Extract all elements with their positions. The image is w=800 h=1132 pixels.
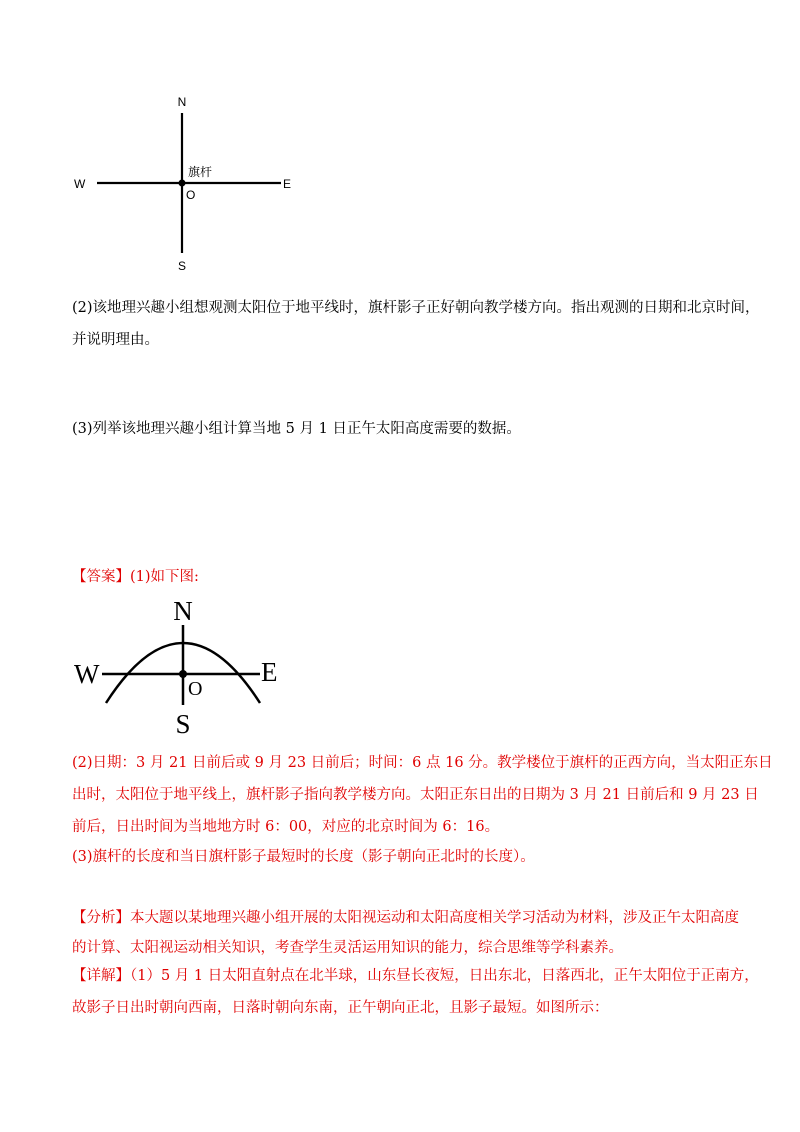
answer-2-line-3: 前后，日出时间为当地地方时 6：00，对应的北京时间为 6：16。	[72, 819, 500, 835]
detail-tag: 【详解】	[72, 968, 130, 984]
analysis-tag: 【分析】	[72, 910, 130, 926]
detail-line-1	[72, 966, 759, 986]
compass-figure-2	[70, 595, 300, 745]
detail-line-2: 故影子日出时朝向西南，日落时朝向东南，正午朝向正北，且影子最短。如图所示：	[72, 1000, 609, 1016]
answer-1: (1)如下图:	[130, 569, 199, 585]
label-origin: O	[188, 678, 203, 700]
label-origin: O	[186, 188, 196, 202]
label-flagpole: 旗杆	[188, 165, 213, 179]
label-west: W	[74, 177, 86, 191]
label-east: E	[283, 177, 292, 191]
compass-diagram-2	[70, 595, 300, 745]
analysis-text-1: 本大题以某地理兴趣小组开展的太阳视运动和太阳高度相关学习活动为材料，涉及正午太阳高度	[130, 910, 739, 926]
label-north: N	[177, 95, 187, 109]
detail-text-1: （1）5 月 1 日太阳直射点在北半球，山东昼长夜短，日出东北，日落西北，正午太阳位于正南方，	[130, 968, 759, 984]
label-north: N	[173, 596, 193, 626]
label-west: W	[74, 659, 100, 689]
analysis-line-1	[72, 908, 739, 928]
question-3-line-1: (3)列举该地理兴趣小组计算当地 5 月 1 日正午太阳高度需要的数据。	[72, 421, 521, 437]
answer-heading	[72, 567, 199, 587]
answer-tag: 【答案】	[72, 569, 130, 585]
answer-3: (3)旗杆的长度和当日旗杆影子最短时的长度（影子朝向正北时的长度）。	[72, 849, 535, 865]
compass-diagram-1	[70, 90, 310, 275]
question-2-line-1: (2)该地理兴趣小组想观测太阳位于地平线时，旗杆影子正好朝向教学楼方向。指出观测的日期和北京时间，	[72, 300, 760, 316]
compass-figure-1	[70, 90, 310, 275]
label-east: E	[261, 657, 278, 687]
answer-2-line-2: 出时，太阳位于地平线上，旗杆影子指向教学楼方向。太阳正东日出的日期为 3 月 21 日前后和 9 月 23 日	[72, 787, 759, 803]
label-south: S	[177, 259, 187, 273]
label-south: S	[175, 709, 191, 739]
answer-2-line-1: (2)日期：3 月 21 日前后或 9 月 23 日前后；时间：6 点 16 分。教学楼位于旗杆的正西方向，当太阳正东日	[72, 755, 773, 771]
analysis-line-2: 的计算、太阳视运动相关知识，考查学生灵活运用知识的能力，综合思维等学科素养。	[72, 940, 623, 956]
flagpole-point	[179, 670, 187, 678]
question-2-line-2: 并说明理由。	[72, 332, 159, 348]
flagpole-point	[179, 180, 186, 187]
